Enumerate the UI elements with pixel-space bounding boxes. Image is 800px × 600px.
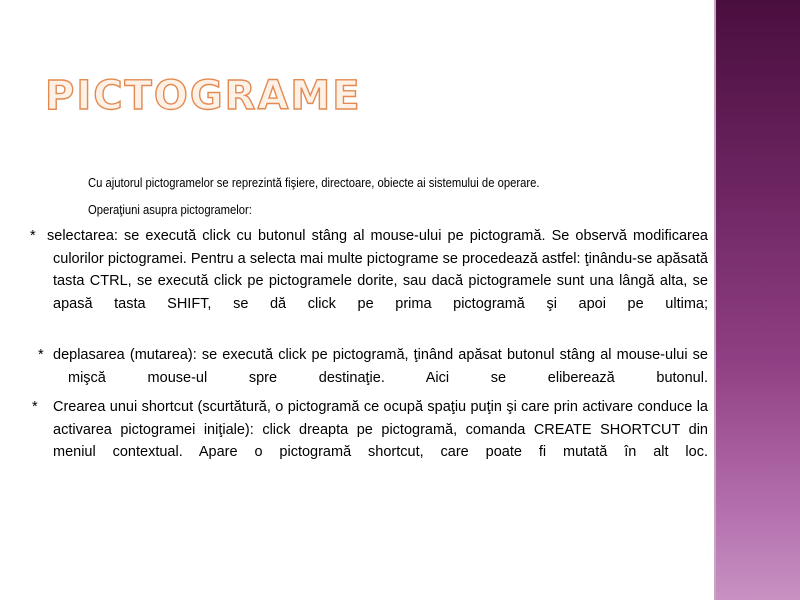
intro-line-2: Operaţiuni asupra pictogramelor: <box>88 203 252 217</box>
bullet-shortcut <box>32 396 708 488</box>
bullet-deplasarea <box>38 344 708 391</box>
intro-line-1: Cu ajutorul pictogramelor se reprezintă fişiere, directoare, obiecte ai sistemului de operare. <box>88 176 540 190</box>
bullet-text: Crearea unui shortcut (scurtătură, o pictogramă ce ocupă spaţiu puţin şi care prin activare conduce la activarea pictogramei iniţiale): click dreapta pe pictogramă, comanda CREATE SHORTCUT din meniul contextual. Apare o pictogramă shortcut, care poate fi mutată în alt loc. <box>53 399 708 461</box>
bullet-text: selectarea: se execută click cu butonul stâng al mouse-ului pe pictogramă. Se observă modificarea culorilor pictogramei. Pentru a selecta mai multe pictograme se procedează astfel: ţinându-se apăsată tasta CTRL, se execută click pe pictogramele dorite, sau dacă pictogramele sunt una lângă alta, se apasă tasta SHIFT, se dă click pe prima pictogramă şi apoi pe ultima; <box>47 228 708 312</box>
decorative-side-band <box>714 0 800 600</box>
bullet-selectarea <box>30 225 708 340</box>
bullet-marker: * <box>38 347 44 363</box>
bullet-marker: * <box>32 399 38 415</box>
slide-title: PICTOGRAME <box>45 73 362 119</box>
bullet-marker: * <box>30 228 36 244</box>
bullet-text: deplasarea (mutarea): se execută click pe pictogramă, ţinând apăsat butonul stâng al mouse-ului se mişcă mouse-ul spre destinaţie. Aici se eliberează butonul. <box>53 347 708 386</box>
